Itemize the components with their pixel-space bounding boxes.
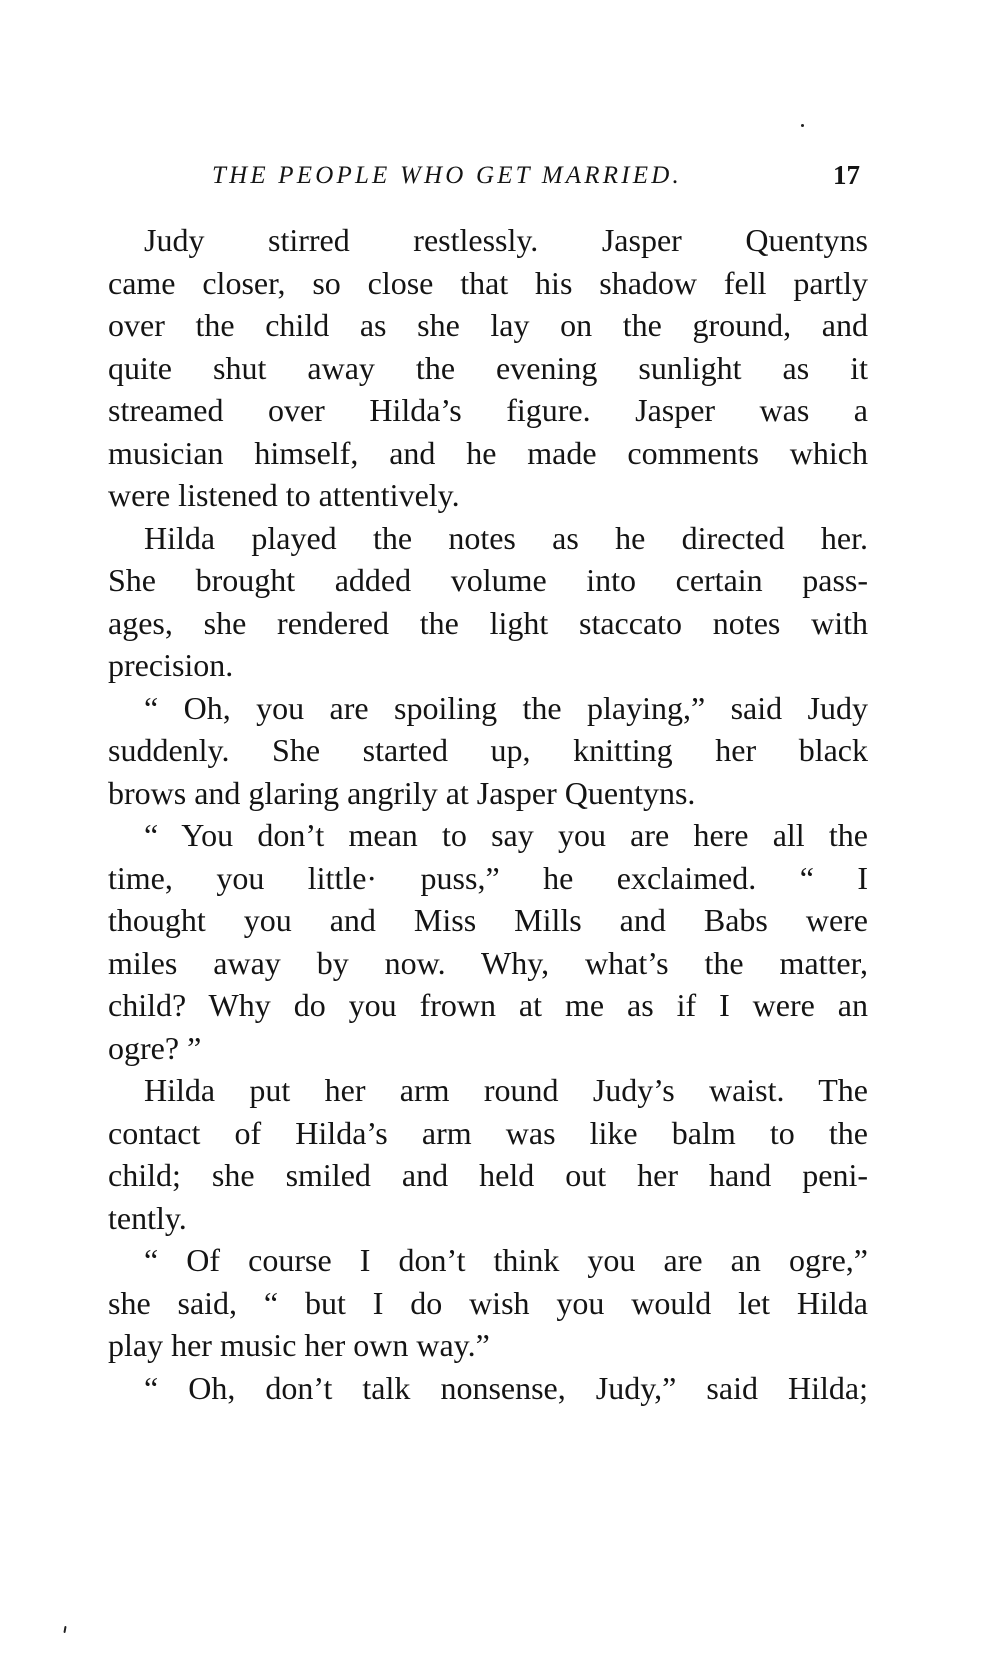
text-line: Hilda played the notes as he directed her. xyxy=(144,519,868,556)
text-line: time, you little· puss,” he exclaimed. “ I xyxy=(108,859,868,896)
text-line: musician himself, and he made comments which xyxy=(108,434,868,471)
text-line: contact of Hilda’s arm was like balm to the xyxy=(108,1114,868,1151)
text-line: thought you and Miss Mills and Babs were xyxy=(108,902,868,938)
page-number: 17 xyxy=(833,160,860,190)
text-line: over the child as she lay on the ground, and xyxy=(108,307,868,343)
ink-speck-bottom xyxy=(63,1626,66,1633)
text-line: ogre? ” xyxy=(108,1029,202,1066)
text-line: play her music her own way.” xyxy=(108,1327,490,1363)
text-line: Hilda put her arm round Judy’s waist. The xyxy=(144,1072,868,1108)
text-line: she said, “ but I do wish you would let Hilda xyxy=(108,1284,868,1321)
running-head xyxy=(108,162,868,202)
text-line: quite shut away the evening sunlight as it xyxy=(108,349,868,386)
text-line: precision. xyxy=(108,647,234,683)
text-line: “ Oh, you are spoiling the playing,” said Judy xyxy=(144,689,868,726)
text-line: ages, she rendered the light staccato notes with xyxy=(108,604,868,641)
text-line: streamed over Hilda’s figure. Jasper was a xyxy=(108,392,868,428)
text-line: child; she smiled and held out her hand peni- xyxy=(108,1157,868,1193)
text-line: suddenly. She started up, knitting her black xyxy=(108,732,868,768)
body-text xyxy=(108,219,868,1409)
text-line: “ You don’t mean to say you are here all the xyxy=(144,817,868,853)
text-line: Judy stirred restlessly. Jasper Quentyns xyxy=(144,222,868,258)
text-line: child? Why do you frown at me as if I were an xyxy=(108,987,868,1023)
text-line: came closer, so close that his shadow fell partly xyxy=(108,264,868,301)
text-line: were listened to attentively. xyxy=(108,477,460,513)
text-line: “ Oh, don’t talk nonsense, Judy,” said Hilda; xyxy=(144,1369,868,1406)
text-line: She brought added volume into certain pass- xyxy=(108,562,868,598)
running-title: THE PEOPLE WHO GET MARRIED. xyxy=(212,162,682,189)
ink-speck-top xyxy=(801,124,804,127)
text-line: “ Of course I don’t think you are an ogre,” xyxy=(144,1242,868,1278)
text-line: miles away by now. Why, what’s the matter, xyxy=(108,944,868,981)
text-line: tently. xyxy=(108,1199,187,1236)
text-line: brows and glaring angrily at Jasper Quentyns. xyxy=(108,774,696,811)
